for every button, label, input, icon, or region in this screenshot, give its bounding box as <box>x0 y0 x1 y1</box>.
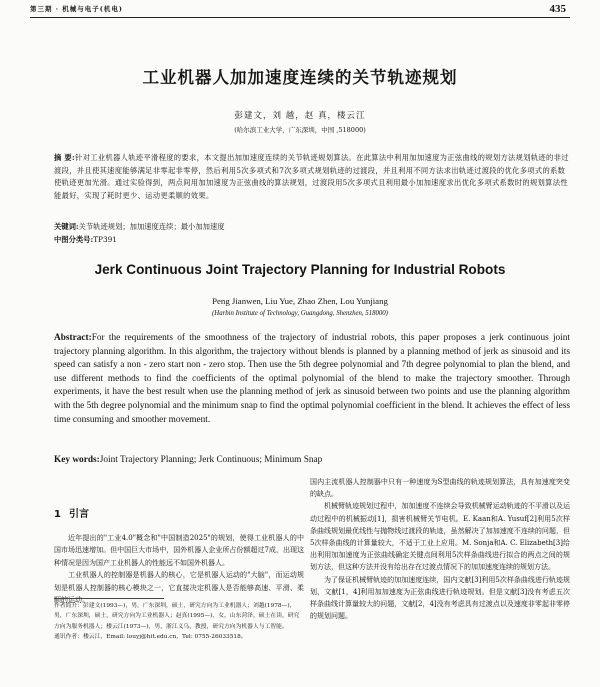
page-number: 435 <box>549 3 566 15</box>
english-keywords <box>54 455 570 465</box>
footnote-author-info: 作者简介：彭建文(1993—)，男，广东深圳，硕士，研究方向为工业机器人；刘越(1978—)，男，广东深圳，硕士，研究方向为工业机器人；赵真(1995—)，女，山东菏泽，硕士在读，研究方向为服务机器人；楼云江(1973—)，男，浙江义乌，教授，研究方向为机器人与工智能。 <box>54 603 300 630</box>
section-title: 引言 <box>68 509 89 520</box>
english-title: Jerk Continuous Joint Trajectory Planning for Industrial Robots <box>94 262 506 277</box>
chinese-keywords-label: 关键词: <box>54 222 79 231</box>
section-heading-introduction <box>54 505 304 520</box>
classification-label: 中图分类号: <box>54 235 94 244</box>
classification-value: TP391 <box>93 235 117 244</box>
english-abstract <box>54 332 570 427</box>
chinese-keywords <box>54 222 225 232</box>
right-column <box>310 476 570 622</box>
english-keywords-label: Key words: <box>54 455 100 465</box>
running-header <box>30 4 570 16</box>
english-abstract-label: Abstract: <box>54 333 92 343</box>
section-number: 1 <box>54 509 61 520</box>
footnotes <box>54 601 304 642</box>
chinese-authors: 彭建文，刘 越，赵 真，楼云江 <box>234 111 366 121</box>
chinese-affiliation: (哈尔滨工业大学，广东深圳，中国 ,518000) <box>234 126 366 134</box>
chinese-abstract-text: 针对工业机器人轨迹平滑程度的要求，本文提出加加速度连续的关节轨迹规划算法。在此算法中利用加加速度为正弦曲线的规划方法规划轨迹的非过渡段，并且使其速度能够满足非零起非零停，然后利用5次多项式和7次多项式规划轨迹的过渡段，并且利用不同方法求出轨迹过渡段的优化多项式的系数使轨迹更加光滑。通过实验得到，两点间用加加速度为正弦曲线的算法规划，过渡段用5次多项式且利用最小加加速度求出优化多项式系数时的规划算法性能最好，实现了耗时更少、运动更柔顺的效果。 <box>54 153 569 200</box>
chinese-title: 工业机器人加加速度连续的关节轨迹规划 <box>142 68 458 87</box>
right-paragraph-0: 国内主流机器人控制器中只有一种速度为S型曲线的轨迹规划算法，具有加速度突变的缺点。 <box>310 478 570 499</box>
chinese-abstract <box>54 152 570 202</box>
header-rule <box>30 17 570 18</box>
left-column <box>54 505 304 606</box>
english-authors: Peng Jianwen, Liu Yue, Zhao Zhen, Lou Yunjiang <box>212 296 388 306</box>
english-affiliation: (Harbin Institute of Technology, Guangdong, Shenzhen, 518000) <box>212 310 388 317</box>
footnote-rule <box>54 598 164 599</box>
classification-number <box>54 235 117 245</box>
chinese-keywords-text: 关节轨迹规划；加加速度连续；最小加加速度 <box>78 222 225 231</box>
english-abstract-text: For the requirements of the smoothness of the trajectory of industrial robots, this paper proposes a jerk continuous joint trajectory planning algorithm. In this algorithm, the trajectory without blends is planned by a planning method of jerk as sinusoid and its speed can satisfy a non - zero start non - zero stop. Then use the 5th degree polynomial and 7th degree polynomial to plan the blend, and use different methods to find the coefficients of the optimal polynomial of the blend to make the trajectory smoother. Through experiments, it have the best result when use the planning method of jerk as sinusoid between two points and use the planning algorithm with the 5th degree polynomial and the minimum snap to find the optimal polynomial coefficient in the blend. It achieves the effect of less time consuming and smoother movement. <box>54 333 570 425</box>
english-keywords-text: Joint Trajectory Planning; Jerk Continuous; Minimum Snap <box>99 455 323 465</box>
footnote-corresponding: 通讯作者：楼云江，Email: louyj@hit.edu.cn，Tel: 0755-26033518。 <box>54 633 247 640</box>
intro-paragraph-1: 近年提出的"工业4.0"概念和"中国制造2025"的规划，使得工业机器人的中国市场迅速增加。但中国巨大市场中，国外机器人企业所占份额超过7成，出现这种情况是因为国产工业机器人的性能远不如国外机器人。 <box>54 534 304 567</box>
intro-paragraph-2: 工业机器人的控制器是机器人的核心，它是机器人运动的"大脑"，而运动规划是机器人控制器的核心模块之一，它直接决定机器人是否能够高速、平滑、柔顺的运动。 <box>54 571 304 605</box>
right-paragraph-2: 为了保证机械臂轨迹的加加速度连续，国内文献[3]利用5次样条曲线进行轨迹规划，文献[1，4]利用加加速度为正弦曲线进行轨迹规划。但是文献[3]没有考虑五次样条曲线计算量较大的问题，文献[2，4]没有考虑具有过渡点以及速度非零起非零停的规划问题。 <box>310 575 570 621</box>
right-paragraph-1: 机械臂轨迹规划过程中，加加速度不连续会导致机械臂运动轨迹的不平滑以及运动过程中的机械振动[1]，损害机械臂关节电机。E. Kaan和A. Yusuf[2]利用5次样条曲线规划最优线性与抛物线过渡段的轨迹，虽然解决了加加速度不连续的问题，但5次样条曲线的计算量较大，不适于工业上应用。M. Sonja和A. C. Elizabeth[3]给出利用加加速度为正弦曲线确定关键点间利用5次样条曲线进行拟合的两点之间的规划方法，但这种方法并没有给出存在过渡点情况下的加加速度连续的规划方法。 <box>310 502 570 572</box>
journal-name: 第三期 · 机械与电子(机电) <box>30 5 123 13</box>
chinese-abstract-label: 摘 要: <box>54 153 76 162</box>
